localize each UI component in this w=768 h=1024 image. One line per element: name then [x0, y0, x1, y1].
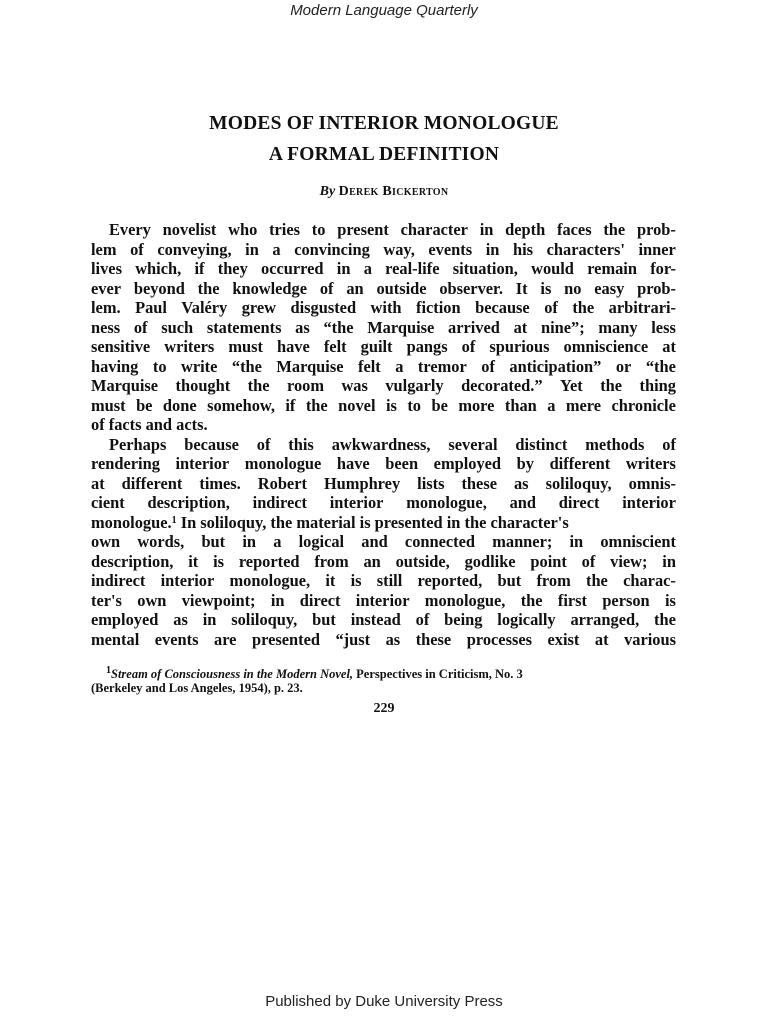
text-line: lem of conveying, in a convincing way, events in his characters' inner: [91, 239, 676, 259]
text-line: description, it is reported from an outside, godlike point of view; in: [91, 551, 676, 571]
footnote-line: (Berkeley and Los Angeles, 1954), p. 23.: [91, 680, 303, 695]
text-line: at different times. Robert Humphrey lists these as soliloquy, omnis-: [91, 473, 676, 493]
text-line: ness of such statements as “the Marquise arrived at nine”; many less: [91, 317, 676, 337]
text-line: lem. Paul Valéry grew disgusted with fiction because of the arbitrari-: [91, 298, 676, 317]
text-line: Perhaps because of this awkwardness, several distinct methods of: [109, 434, 676, 454]
text-line: indirect interior monologue, it is still reported, but from the charac-: [91, 571, 676, 590]
publisher-footer: Published by Duke University Press: [265, 993, 503, 1010]
footnote-line: [91, 665, 676, 682]
page-number: 229: [373, 701, 395, 716]
text-line: must be done somehow, if the novel is to be more than a mere chronicle: [91, 395, 676, 415]
text-line: mental events are presented “just as these processes exist at various: [91, 629, 676, 649]
article-subtitle: A FORMAL DEFINITION: [268, 144, 500, 165]
text-line: sensitive writers must have felt guilt pangs of spurious omniscience at: [91, 337, 676, 356]
footnote: [91, 665, 676, 695]
paragraph-1: [91, 220, 676, 435]
byline-by: By: [319, 184, 336, 199]
article-body: [91, 220, 676, 649]
article-heading: [0, 108, 768, 200]
text-fragment: monologue.$^1$ In soliloquy, the material is presented in the character's: [91, 512, 569, 532]
footnote-reference[interactable]: 1: [171, 514, 177, 526]
text-line: lives which, if they occurred in a real-life situation, would remain for-: [91, 259, 676, 278]
footnote-series: Perspectives in Criticism, No. 3: [353, 667, 523, 681]
text-line-with-footnote: [91, 513, 676, 533]
article-title: MODES OF INTERIOR MONOLOGUE: [209, 113, 559, 134]
text-line: having to write “the Marquise felt a tremor of anticipation” or “the: [91, 356, 676, 376]
running-header-journal: Modern Language Quarterly: [290, 2, 478, 19]
text-line: ever beyond the knowledge of an outside observer. It is no easy prob-: [91, 278, 676, 298]
text-line: ter's own viewpoint; in direct interior monologue, the first person is: [91, 590, 676, 610]
text-line: own words, but in a logical and connected manner; in omniscient: [91, 532, 676, 551]
author-name: Derek Bickerton: [338, 184, 449, 199]
footnote-cited-title: Stream of Consciousness in the Modern Novel,: [111, 667, 354, 681]
text-line: Marquise thought the room was vulgarly decorated.” Yet the thing: [91, 376, 676, 395]
paragraph-2: [91, 435, 676, 650]
text-line: rendering interior monologue have been employed by different writers: [91, 454, 676, 473]
text-line: employed as in soliloquy, but instead of being logically arranged, the: [91, 610, 676, 629]
byline: [0, 184, 768, 200]
text-line: of facts and acts.: [91, 415, 208, 434]
text-line: Every novelist who tries to present character in depth faces the prob-: [109, 220, 676, 239]
footnote-marker: 1: [106, 665, 111, 676]
text-line: cient description, indirect interior monologue, and direct interior: [91, 493, 676, 512]
